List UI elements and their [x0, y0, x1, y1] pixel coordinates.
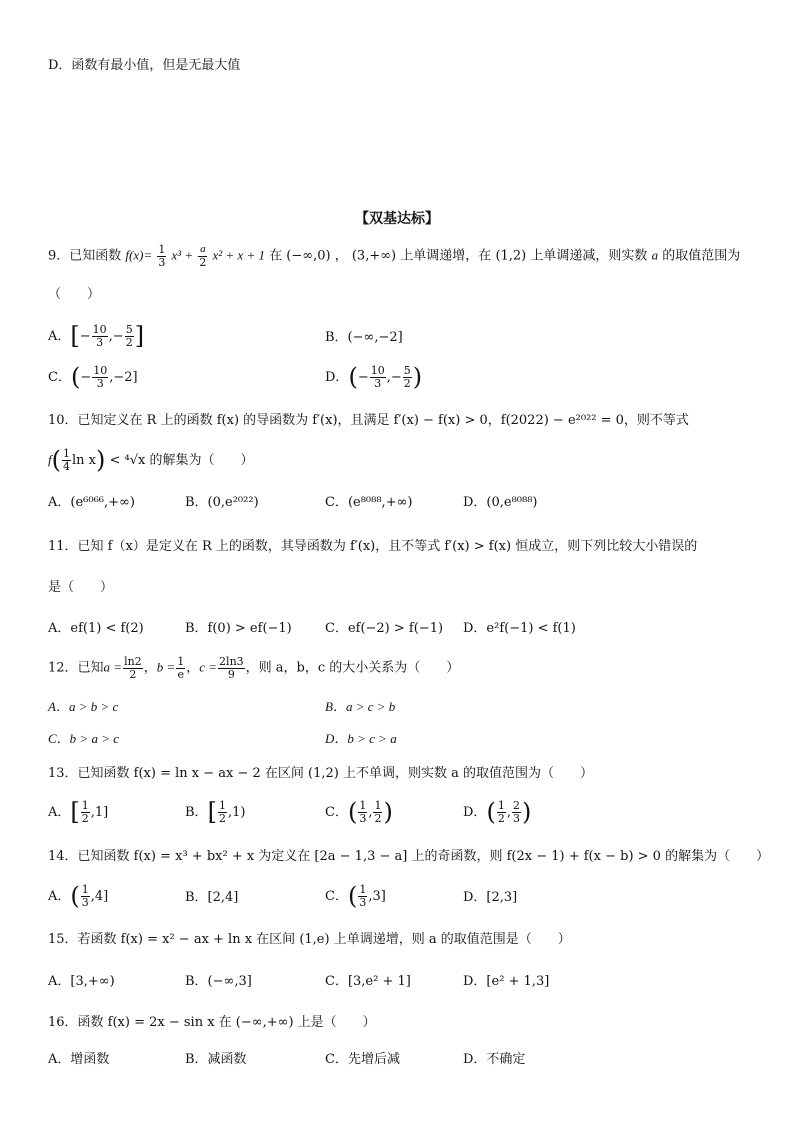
q12-option-a[interactable]: A．a > b > c — [48, 699, 119, 714]
q9-option-a[interactable]: A．[− $\frac{10}{3}$ ,− $\frac{5}{2}$ ] — [48, 322, 145, 350]
question-12-stem: 12．已知a = $\frac{\ln 2}{2}$ ，b = $\frac{1}{e}$ ，c = $\frac{2\ln 3}{9}$ ，则 a，b，c 的大小关系为（ ） — [48, 655, 460, 681]
q9-variable: a — [651, 247, 659, 263]
q16-option-a[interactable]: A．增函数 — [48, 1052, 110, 1067]
q11-option-b[interactable]: B．f(0) > ef(−1) — [185, 621, 292, 636]
q15-option-b[interactable]: B．(−∞,3] — [185, 974, 252, 989]
q9-term1: x³ + — [171, 247, 194, 263]
question-11-stem: 11．已知 f（x）是定义在 R 上的函数，其导函数为 f′(x)，且不等式 f′(x) > f(x) 恒成立，则下列比较大小错误的 — [48, 539, 698, 554]
q12-option-b[interactable]: B．a > c > b — [325, 699, 396, 714]
question-9-blank: （ ） — [48, 287, 101, 302]
q10-option-c[interactable]: C．(e⁸⁰⁸⁸,+∞) — [325, 495, 413, 510]
q16-option-d[interactable]: D．不确定 — [463, 1052, 526, 1067]
q9-func: f(x)= — [125, 247, 153, 263]
q12-option-c[interactable]: C．b > a > c — [48, 731, 119, 746]
q14-option-b[interactable]: B．[2,4] — [185, 890, 239, 905]
q9-text: 上单调递减，则实数 — [530, 248, 648, 264]
q9-option-b[interactable]: B．(−∞,−2] — [325, 330, 403, 345]
q10-option-a[interactable]: A．(e⁶⁰⁶⁶,+∞) — [48, 495, 135, 510]
q10-option-b[interactable]: B．(0,e²⁰²²) — [185, 495, 259, 510]
option-d-previous: D．函数有最小值，但是无最大值 — [48, 58, 241, 73]
q9-text: 上单调递增，在 — [400, 248, 492, 264]
q9-interval-1: (−∞,0) — [286, 248, 331, 264]
q9-text: 的取值范围为 — [662, 248, 741, 264]
question-13-stem: 13．已知函数 f(x) = ln x − ax − 2 在区间 (1,2) 上不单调，则实数 a 的取值范围为（ ） — [48, 766, 594, 781]
q14-option-a[interactable]: A．( $\frac{1}{3}$ ,4] — [48, 882, 109, 910]
q9-interval-2: (3,+∞) — [351, 248, 397, 264]
q9-text: ， — [334, 248, 348, 264]
q16-option-c[interactable]: C．先增后减 — [325, 1052, 400, 1067]
q9-text: 9．已知函数 — [48, 248, 122, 264]
question-15-stem: 15．若函数 f(x) = x² − ax + ln x 在区间 (1,e) 上单调递增，则 a 的取值范围是（ ） — [48, 932, 571, 947]
question-16-stem: 16．函数 f(x) = 2x − sin x 在 (−∞,+∞) 上是（ ） — [48, 1015, 376, 1030]
question-11-stem-2: 是（ ） — [48, 580, 114, 595]
question-10-stem: 10．已知定义在 R 上的函数 f(x) 的导函数为 f′(x)，且满足 f′(x) − f(x) > 0，f(2022) − e²⁰²² = 0，则不等式 — [48, 413, 689, 428]
q9-term2: x² + x + 1 — [212, 247, 265, 263]
q16-option-b[interactable]: B．减函数 — [185, 1052, 247, 1067]
question-10-inequality: f( $\frac{1}{4}$ ln x) < ⁴√x 的解集为（ ） — [48, 446, 254, 474]
q15-option-a[interactable]: A．[3,+∞) — [48, 974, 115, 989]
q11-option-c[interactable]: C．ef(−2) > f(−1) — [325, 621, 444, 636]
q14-option-d[interactable]: D．[2,3] — [463, 890, 518, 905]
q13-option-d[interactable]: D．( $\frac{1}{2}$ , $\frac{2}{3}$ ) — [463, 798, 532, 826]
q9-fraction-2: $\frac{a}{2}$ — [199, 243, 207, 269]
q15-option-c[interactable]: C．[3,e² + 1] — [325, 974, 411, 989]
q9-option-d[interactable]: D．(− $\frac{10}{3}$ ,− $\frac{5}{2}$ ) — [325, 363, 423, 391]
q11-option-d[interactable]: D．e²f(−1) < f(1) — [463, 621, 576, 636]
q10-option-d[interactable]: D．(0,e⁸⁰⁸⁸) — [463, 495, 538, 510]
q11-option-a[interactable]: A．ef(1) < f(2) — [48, 621, 144, 636]
q13-option-c[interactable]: C．( $\frac{1}{3}$ , $\frac{1}{2}$ ) — [325, 798, 393, 826]
q9-interval-3: (1,2) — [495, 248, 527, 264]
question-14-stem: 14．已知函数 f(x) = x³ + bx² + x 为定义在 [2a − 1,3 − a] 上的奇函数，则 f(2x − 1) + f(x − b) > 0 的解集为（ ） — [48, 849, 770, 864]
q14-option-c[interactable]: C．( $\frac{1}{3}$ ,3] — [325, 882, 386, 910]
q12-option-d[interactable]: D．b > c > a — [325, 731, 397, 746]
q13-option-a[interactable]: A．[ $\frac{1}{2}$ ,1] — [48, 798, 109, 826]
q9-fraction-1: $\frac{1}{3}$ — [158, 243, 166, 269]
section-title: 【双基达标】 — [355, 211, 439, 227]
q9-option-c[interactable]: C．(− $\frac{10}{3}$ ,−2] — [48, 363, 138, 391]
question-9-stem — [48, 244, 740, 268]
q13-option-b[interactable]: B．[ $\frac{1}{2}$ ,1) — [185, 798, 246, 826]
q15-option-d[interactable]: D．[e² + 1,3] — [463, 974, 550, 989]
q9-text: 在 — [269, 248, 283, 264]
